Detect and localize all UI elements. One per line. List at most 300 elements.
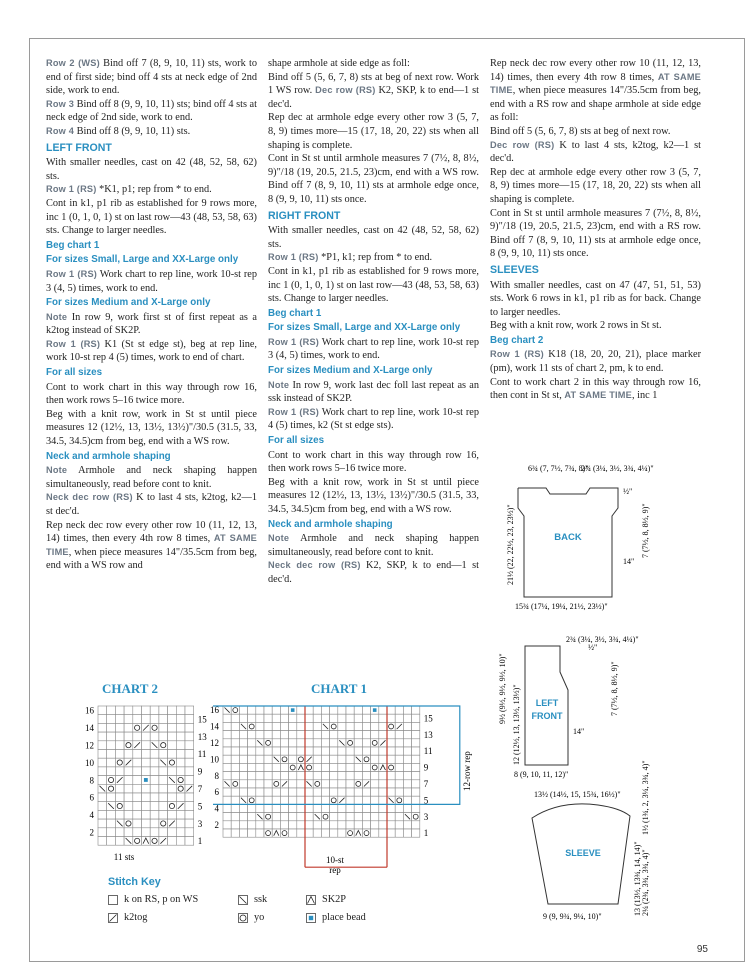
chart-cell (272, 722, 280, 730)
chart-cell (176, 732, 185, 741)
chart-cell (412, 780, 420, 788)
body-text: Cont to work chart 2 in this way through row 16, then cont in St st, (490, 376, 701, 402)
chart-cell (330, 796, 338, 804)
chart-cell (297, 788, 305, 796)
chart-cell (115, 723, 124, 732)
section-heading (46, 450, 257, 464)
chart-cell (264, 722, 272, 730)
chart-cell (124, 819, 133, 828)
chart-cell (272, 796, 280, 804)
row-label: Row 1 (RS) (268, 406, 320, 417)
front-armhole-dim: 7 (7½, 8, 8½, 9)" (610, 661, 619, 716)
chart-cell (272, 813, 280, 821)
body-text: For all sizes (46, 367, 103, 379)
chart-cell (362, 739, 370, 747)
body-text: *K1, p1; rep from * to end. (96, 184, 212, 196)
section-heading (490, 264, 701, 278)
chart-cell (133, 828, 142, 837)
chart-cell (272, 731, 280, 739)
chart-cell (185, 715, 194, 724)
chart-cell (387, 813, 395, 821)
chart-cell (412, 714, 420, 722)
row-label: Row 4 (46, 125, 75, 136)
stitch-key-title: Stitch Key (108, 876, 161, 888)
chart-cell (338, 731, 346, 739)
chart-cell (338, 755, 346, 763)
chart-cell (133, 776, 142, 785)
back-length-dim: 21½ (22, 22½, 23, 23½)" (506, 504, 515, 585)
chart-cell (305, 714, 313, 722)
chart-cell (264, 796, 272, 804)
chart-cell (346, 763, 354, 771)
row-number: 14 (85, 723, 94, 734)
paragraph (268, 379, 479, 406)
body-text: Work chart to rep line, work 10-st rep 4 (5) times, k2 (St st edge sts). (268, 406, 479, 432)
chart-cell (354, 780, 362, 788)
chart-cell (115, 715, 124, 724)
chart2-caption: 11 sts (113, 852, 135, 862)
section-heading (490, 334, 701, 348)
chart-cell (176, 715, 185, 724)
body-text: Work chart to rep line, work 10-st rep 3 (4, 5) times, work to end. (268, 336, 479, 362)
chart1-caption-2: rep (329, 865, 341, 875)
chart-cell (403, 829, 411, 837)
paragraph (268, 406, 479, 433)
chart-cell (297, 813, 305, 821)
stitch-key-label: k on RS, p on WS (124, 894, 199, 905)
chart-cell (239, 780, 247, 788)
chart-cell (133, 758, 142, 767)
chart-cell (256, 796, 264, 804)
chart-cell (412, 763, 420, 771)
chart-cell (412, 772, 420, 780)
chart-cell (124, 810, 133, 819)
body-text: K2, SKP, k to end—1 st dec'd. (268, 560, 479, 585)
chart-cell (280, 755, 288, 763)
chart-cell (346, 706, 354, 714)
chart-cell (256, 722, 264, 730)
chart-cell (185, 706, 194, 715)
chart-cell (289, 813, 297, 821)
chart-cell (412, 788, 420, 796)
chart-cell (98, 723, 107, 732)
chart-cell (346, 829, 354, 837)
chart-cell (346, 739, 354, 747)
chart-cell (338, 763, 346, 771)
row-number: 4 (89, 810, 94, 821)
chart-cell (231, 755, 239, 763)
chart-cell (346, 714, 354, 722)
chart-cell (379, 747, 387, 755)
chart-cell (107, 715, 116, 724)
paragraph (268, 476, 479, 517)
chart-cell (313, 780, 321, 788)
chart-cell (362, 829, 370, 837)
chart-cell (264, 829, 272, 837)
chart-cell (313, 772, 321, 780)
chart-cell (231, 796, 239, 804)
chart-cell (142, 784, 151, 793)
back-top2-dim: 2¾ (3¼, 3½, 3¾, 4¼)" (581, 464, 654, 473)
section-heading (268, 518, 479, 532)
body-text: Neck and armhole shaping (46, 450, 171, 462)
chart-cell (346, 731, 354, 739)
chart-cell (272, 780, 280, 788)
column-3 (490, 57, 701, 403)
row-label: Note (268, 533, 290, 544)
body-text: Cont in k1, p1 rib as established for 9 rows more, inc 1 (0, 1, 0, 1) st on last row—43 (48, 53, 58, 63) sts. Change to larger needles. (46, 197, 257, 237)
chart-cell (115, 784, 124, 793)
chart-cell (168, 784, 177, 793)
paragraph (490, 57, 701, 125)
paragraph (490, 207, 701, 261)
chart-cell (256, 747, 264, 755)
chart-cell (387, 788, 395, 796)
chart-cell (168, 810, 177, 819)
chart-cell (354, 772, 362, 780)
chart-cell (124, 732, 133, 741)
chart-cell (150, 723, 159, 732)
row-label: Row 1 (RS) (268, 336, 320, 347)
chart-cell (239, 821, 247, 829)
body-text: K to last 4 sts, k2tog, k2—1 st dec'd. (490, 139, 702, 165)
chart-cell (371, 780, 379, 788)
chart-cell (256, 763, 264, 771)
chart-cell (272, 772, 280, 780)
body-text: In row 9, work last dec foll last repeat as an ssk instead of SK2P. (268, 379, 479, 405)
chart-cell (150, 776, 159, 785)
chart-cell (387, 780, 395, 788)
chart-cell (231, 788, 239, 796)
chart-cell (223, 772, 231, 780)
row-number: 16 (210, 705, 219, 716)
chart-cell (168, 723, 177, 732)
chart-cell (223, 804, 231, 812)
section-heading (46, 239, 257, 253)
chart-cell (395, 763, 403, 771)
chart-cell (159, 741, 168, 750)
chart-cell (289, 772, 297, 780)
chart-cell (133, 723, 142, 732)
stitch-key-item (306, 912, 366, 923)
chart-cell (297, 731, 305, 739)
chart-cell (159, 750, 168, 759)
chart-cell (371, 731, 379, 739)
row-number: 3 (197, 818, 203, 829)
chart-cell (133, 810, 142, 819)
chart-cell (346, 747, 354, 755)
front-depth1-dim: 9½ (9½, 9½, 9½, 10)" (498, 653, 507, 724)
body-text: Beg with a knit row, work 2 rows in St st. (490, 320, 662, 332)
chart-cell (159, 828, 168, 837)
chart-cell (280, 763, 288, 771)
chart-cell (124, 828, 133, 837)
body-text: With smaller needles, cast on 47 (47, 51, 51, 53) sts. Work 6 rows in k1, p1 rib as for back. Change to larger needles. (490, 279, 701, 318)
stitch-key-label: k2tog (124, 912, 148, 923)
back-armhole-dim: 7 (7½, 8, 8½, 9)" (641, 503, 650, 558)
row-label: Neck dec row (RS) (268, 560, 361, 571)
chart-cell (289, 821, 297, 829)
chart-cell (107, 767, 116, 776)
chart-cell (387, 772, 395, 780)
chart-cell (115, 741, 124, 750)
chart-cell (256, 772, 264, 780)
chart-cell (142, 750, 151, 759)
stitch-key-item (238, 894, 267, 905)
chart-cell (223, 722, 231, 730)
chart-cell (185, 758, 194, 767)
chart-cell (362, 755, 370, 763)
paragraph (490, 166, 701, 207)
chart-cell (115, 828, 124, 837)
chart-cell (223, 788, 231, 796)
back-side-dim: 14" (623, 557, 635, 566)
chart-cell (223, 829, 231, 837)
chart-cell (142, 741, 151, 750)
bead-symbol (291, 708, 295, 712)
paragraph (490, 125, 701, 139)
chart-cell (142, 758, 151, 767)
chart-cell (338, 804, 346, 812)
chart-cell (150, 758, 159, 767)
chart-cell (142, 802, 151, 811)
chart-cell (305, 739, 313, 747)
schematics (490, 460, 710, 930)
chart-cell (330, 788, 338, 796)
paragraph (46, 156, 257, 183)
chart-cell (231, 722, 239, 730)
chart-cell (280, 788, 288, 796)
chart-cell (305, 788, 313, 796)
chart-cell (379, 706, 387, 714)
chart-cell (272, 788, 280, 796)
chart-cell (248, 788, 256, 796)
bead-icon (306, 913, 316, 923)
chart-cell (321, 821, 329, 829)
chart-cell (256, 755, 264, 763)
body-text: Bind off 5 (5, 6, 7, 8) sts at beg of next row. Work 1 WS row. (268, 71, 479, 97)
chart-cell (395, 821, 403, 829)
body-text: Rep neck dec row every other row 10 (11, 12, 13, 14) times, then every 4th row 8 times, (490, 58, 701, 83)
chart-cell (107, 741, 116, 750)
chart-cell (305, 772, 313, 780)
row-label: Dec row (RS) (490, 139, 555, 150)
chart-cell (98, 706, 107, 715)
chart-cell (159, 723, 168, 732)
chart-cell (403, 763, 411, 771)
chart-cell (248, 763, 256, 771)
chart-cell (346, 804, 354, 812)
chart-cell (330, 731, 338, 739)
chart-cell (185, 741, 194, 750)
chart-cell (362, 722, 370, 730)
chart-cell (264, 780, 272, 788)
paragraph (268, 251, 479, 265)
chart-cell (176, 837, 185, 846)
chart-cell (362, 763, 370, 771)
chart-cell (289, 722, 297, 730)
chart-cell (297, 780, 305, 788)
chart-cell (159, 715, 168, 724)
row-number: 8 (214, 770, 219, 781)
chart1-caption: 10-st (326, 855, 344, 865)
chart-cell (159, 793, 168, 802)
chart-cell (264, 755, 272, 763)
chart-cell (264, 788, 272, 796)
chart-cell (231, 731, 239, 739)
chart-cell (223, 731, 231, 739)
body-text: , when piece measures 14"/35.5cm from beg, end with a RS row and shape armhole at side edge as foll: (490, 85, 701, 124)
front-label-1: LEFT (535, 698, 559, 708)
chart-cell (248, 829, 256, 837)
chart-cell (107, 776, 116, 785)
chart-cell (124, 767, 133, 776)
chart-cell (248, 821, 256, 829)
paragraph (490, 348, 701, 375)
body-text: Cont to work chart in this way through row 16, then work rows 5–16 twice more. (46, 381, 257, 407)
row-label: Row 1 (RS) (46, 338, 101, 349)
chart-cell (379, 780, 387, 788)
chart-cell (98, 793, 107, 802)
chart-cell (280, 821, 288, 829)
paragraph (46, 183, 257, 197)
chart-cell (395, 780, 403, 788)
chart-cell (313, 796, 321, 804)
chart-cell (321, 780, 329, 788)
chart-cell (305, 763, 313, 771)
sleeve-side1-dim: 13 (13½, 13¾, 14, 14)" (633, 841, 642, 916)
chart-cell (248, 722, 256, 730)
chart-cell (387, 763, 395, 771)
chart-cell (305, 706, 313, 714)
inline-label: AT SAME TIME (564, 390, 632, 401)
chart-cell (289, 788, 297, 796)
chart-cell (338, 780, 346, 788)
chart-cell (354, 739, 362, 747)
chart-cell (354, 804, 362, 812)
yo-icon (238, 913, 248, 923)
chart-cell (133, 784, 142, 793)
stitch-key-label: place bead (322, 912, 366, 923)
chart-cell (248, 780, 256, 788)
chart-cell (185, 837, 194, 846)
chart-cell (133, 732, 142, 741)
chart-cell (387, 706, 395, 714)
chart-cell (379, 788, 387, 796)
chart-cell (395, 772, 403, 780)
body-text: For sizes Medium and X-Large only (268, 365, 433, 377)
chart-cell (371, 714, 379, 722)
chart-cell (142, 715, 151, 724)
chart-cell (159, 706, 168, 715)
chart-cell (395, 804, 403, 812)
chart-cell (297, 804, 305, 812)
row-label: Note (268, 379, 290, 390)
chart-cell (354, 763, 362, 771)
section-heading (268, 434, 479, 448)
body-text: Neck and armhole shaping (268, 518, 393, 530)
chart-cell (313, 731, 321, 739)
chart-cell (313, 755, 321, 763)
chart-cell (248, 772, 256, 780)
row-number: 1 (423, 828, 429, 839)
chart-cell (142, 828, 151, 837)
chart-cell (403, 747, 411, 755)
column-2 (268, 57, 479, 587)
chart-cell (412, 755, 420, 763)
chart-cell (107, 750, 116, 759)
chart-cell (280, 739, 288, 747)
chart-cell (289, 739, 297, 747)
row-number: 13 (197, 731, 207, 742)
chart-cell (124, 802, 133, 811)
chart-cell (321, 706, 329, 714)
chart-cell (354, 821, 362, 829)
chart-cell (150, 810, 159, 819)
chart-cell (362, 714, 370, 722)
chart-cell (272, 763, 280, 771)
body-text: For sizes Small, Large and XX-Large only (268, 322, 461, 334)
chart-cell (223, 755, 231, 763)
chart-cell (289, 780, 297, 788)
chart-cell (223, 714, 231, 722)
chart-cell (115, 706, 124, 715)
body-text: Beg with a knit row, work in St st until piece measures 12 (12½, 13, 13½, 13½)"/30.5 (31.5, 33, 34.5, 34.5)cm from beg, end with a WS row. (46, 408, 257, 448)
chart-cell (176, 706, 185, 715)
chart-cell (289, 804, 297, 812)
chart-cell (223, 821, 231, 829)
front-label-2: FRONT (531, 711, 563, 721)
chart-cell (297, 796, 305, 804)
body-text: Rep neck dec row every other row 10 (11, 12, 13, 14) times, then every 4th row 8 times, (46, 519, 257, 545)
sleeve-schematic (532, 760, 650, 921)
chart-cell (280, 747, 288, 755)
paragraph (46, 197, 257, 238)
chart-cell (362, 747, 370, 755)
chart-cell (231, 747, 239, 755)
chart-cell (313, 747, 321, 755)
chart-cell (280, 796, 288, 804)
chart-cell (403, 780, 411, 788)
chart-cell (280, 714, 288, 722)
body-text: Cont in k1, p1 rib as established for 9 rows more, inc 1 (0, 1, 0, 1) st on last row—43 (48, 53, 58, 63) sts. Change to larger needles. (268, 265, 479, 305)
chart-cell (231, 829, 239, 837)
chart-cell (239, 706, 247, 714)
stitch-key-item (306, 894, 346, 905)
chart-cell (313, 821, 321, 829)
row-number: 12 (210, 738, 219, 748)
chart-cell (362, 731, 370, 739)
chart-cell (330, 722, 338, 730)
chart-cell (338, 788, 346, 796)
body-text: Beg chart 2 (490, 334, 544, 346)
chart-cell (297, 714, 305, 722)
chart-cell (185, 723, 194, 732)
chart-cell (185, 750, 194, 759)
back-schematic (506, 464, 654, 611)
chart-cell (168, 750, 177, 759)
chart-cell (150, 750, 159, 759)
chart-cell (354, 722, 362, 730)
chart-cell (168, 758, 177, 767)
chart-cell (248, 731, 256, 739)
chart-cell (313, 714, 321, 722)
body-text: RIGHT FRONT (268, 209, 341, 222)
chart-cell (338, 829, 346, 837)
chart-cell (107, 837, 116, 846)
section-heading (46, 142, 257, 156)
chart-cell (330, 747, 338, 755)
